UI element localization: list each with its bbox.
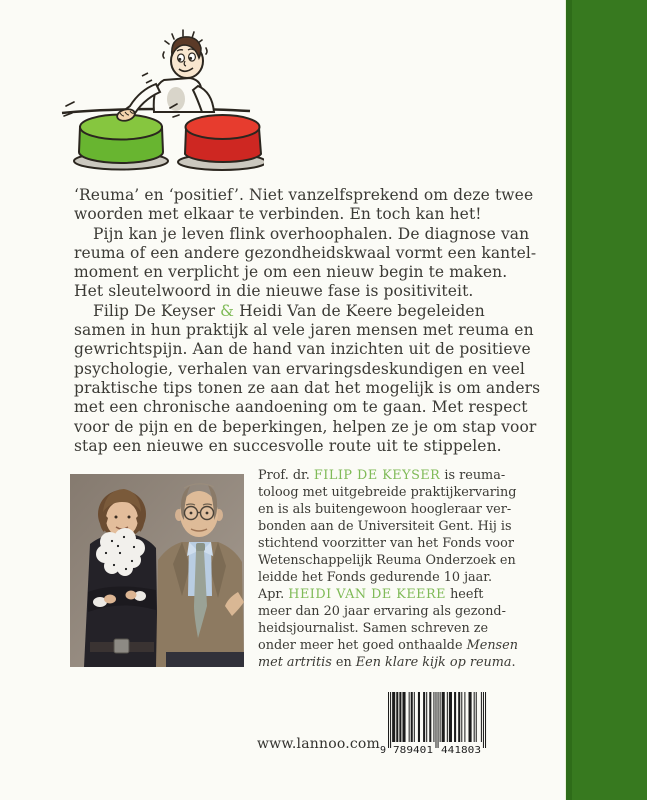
isbn-barcode [380, 690, 488, 756]
text-line: stap een nieuwe en succesvolle route uit te stippelen. [74, 436, 502, 455]
text-line: moment en verplicht je om een nieuw begin te maken. [74, 263, 508, 282]
text-line: heidsjournalist. Samen schreven ze [258, 621, 489, 636]
text-line: meer dan 20 jaar ervaring als gezond- [258, 604, 506, 619]
isbn-lead-digit: 9 [380, 745, 387, 756]
text-line: onder meer het goed onthaalde Mensen [258, 638, 518, 653]
button-choice-illustration [52, 28, 264, 178]
text-line: gewrichtspijn. Aan de hand van inzichten uit de positieve [74, 340, 531, 359]
text-line: leidde het Fonds gedurende 10 jaar. [258, 570, 493, 585]
publisher-website: www.lannoo.com [257, 736, 381, 752]
text-line: Wetenschappelijk Reuma Onderzoek en [258, 553, 516, 568]
text-line: reuma of een andere gezondheidskwaal vormt een kantel- [74, 243, 537, 262]
spine-stripe [565, 0, 647, 800]
text-line: samen in hun praktijk al vele jaren mensen met reuma en [74, 321, 534, 340]
text-line: voor de pijn en de beperkingen, helpen ze je om stap voor [74, 417, 537, 436]
text-line: Apr. HEIDI VAN DE KEERE heeft [258, 587, 484, 602]
text-line: Pijn kan je leven flink overhoophalen. De diagnose van [93, 224, 530, 243]
text-line: Filip De Keyser & Heidi Van de Keere begeleiden [93, 301, 485, 320]
isbn-right-digits: 441803 [441, 745, 481, 756]
text-line: met artritis en Een klare kijk op reuma. [258, 655, 516, 670]
text-line: stichtend voorzitter van het Fonds voor [258, 536, 514, 551]
text-line: toloog met uitgebreide praktijkervaring [258, 485, 517, 500]
text-line: Het sleutelwoord in die nieuwe fase is positiviteit. [74, 282, 474, 301]
author-bio [258, 467, 518, 671]
barcode-bars [388, 692, 486, 748]
text-line: bonden aan de Universiteit Gent. Hij is [258, 519, 512, 534]
isbn-left-digits: 789401 [393, 745, 433, 756]
text-line: met een chronische aandoening om te gaan. Met respect [74, 398, 528, 417]
text-line: psychologie, verhalen van ervaringsdeskundigen en veel [74, 359, 525, 378]
motion-lines-arm [142, 73, 152, 83]
blurb-text [74, 186, 540, 456]
text-line: ‘Reuma’ en ‘positief’. Niet vanzelfsprekend om deze twee [74, 186, 534, 204]
text-line: Prof. dr. FILIP DE KEYSER is reuma- [258, 468, 506, 483]
authors-photo [70, 474, 244, 667]
text-line: woorden met elkaar te verbinden. En toch kan het! [74, 205, 482, 224]
text-line: praktische tips tonen ze aan dat het mogelijk is om anders [74, 378, 541, 397]
red-button [178, 115, 264, 170]
cartoon-man [122, 37, 214, 118]
text-line: en is als buitengewoon hoogleraar ver- [258, 502, 512, 517]
